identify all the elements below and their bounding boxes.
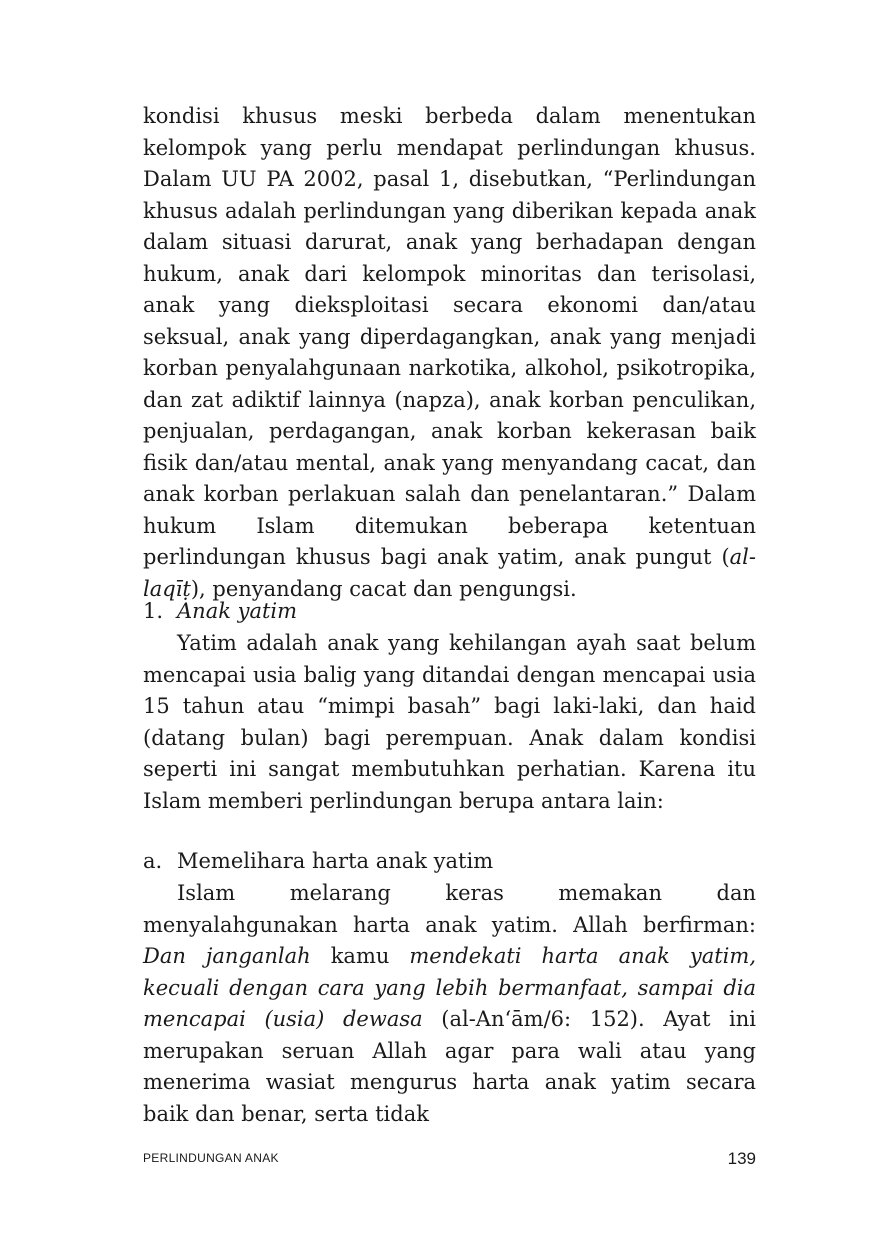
italic-term: al-laqīṭ — [143, 545, 756, 601]
paragraph-harta-anak-yatim — [143, 878, 756, 1130]
paragraph-text: Islam melarang keras memakan dan menyalahgunakan harta anak yatim. Allah berfirman: — [143, 881, 756, 937]
paragraph-perlindungan-khusus — [143, 101, 756, 605]
paragraph-text: kondisi khusus meski berbeda dalam menentukan kelompok yang perlu mendapat perlindungan khusus. Dalam UU PA 2002, pasal 1, disebutkan, “Perlindungan khusus adalah perlindungan yang diberikan kepada anak dalam situasi darurat, anak yang berhadapan dengan hukum, anak dari kelompok minoritas dan terisolasi, anak yang dieksploitasi secara ekonomi dan/atau seksual, anak yang diperdagangkan, anak yang menjadi korban penyalahgunaan narkotika, alkohol, psikotropika, dan zat adiktif lainnya (napza), anak korban penculikan, penjualan, perdagangan, anak korban kekerasan baik fisik dan/atau mental, anak yang menyandang cacat, dan anak korban perlakuan salah dan penelantaran.” Dalam hukum Islam ditemukan beberapa ketentuan perlindungan khusus bagi anak yatim, anak pungut ( — [143, 104, 756, 569]
paragraph-text: ), penyandang cacat dan pengungsi. — [190, 576, 577, 601]
section-title: Anak yatim — [177, 599, 298, 623]
quote-italic: mendekati harta anak yatim, kecuali dengan cara yang lebih bermanfaat, sampai dia mencapai (usia) dewasa — [143, 944, 756, 1031]
section-heading-anak-yatim — [143, 596, 297, 628]
running-title: PERLINDUNGAN ANAK — [143, 1151, 279, 1165]
quote-italic: Dan janganlah — [143, 944, 311, 968]
paragraph-text: (al-An‘ām/6: 152). Ayat ini merupakan seruan Allah agar para wali atau yang menerima wasiat mengurus harta anak yatim secara baik dan benar, serta tidak — [143, 1007, 756, 1126]
paragraph-text: kamu — [310, 944, 410, 968]
section-number: 1. — [143, 599, 164, 623]
subsection-number: a. — [143, 849, 163, 873]
subsection-heading-harta — [143, 846, 493, 878]
paragraph-anak-yatim: Yatim adalah anak yang kehilangan ayah saat belum mencapai usia balig yang ditandai dengan mencapai usia 15 tahun atau “mimpi basah” bagi laki-laki, dan haid (datang bulan) bagi perempuan. Anak dalam kondisi seperti ini sangat membutuhkan perhatian. Karena itu Islam memberi perlindungan berupa antara lain: — [143, 631, 756, 813]
subsection-title: Memelihara harta anak yatim — [177, 849, 494, 873]
page-number: 139 — [727, 1149, 756, 1168]
